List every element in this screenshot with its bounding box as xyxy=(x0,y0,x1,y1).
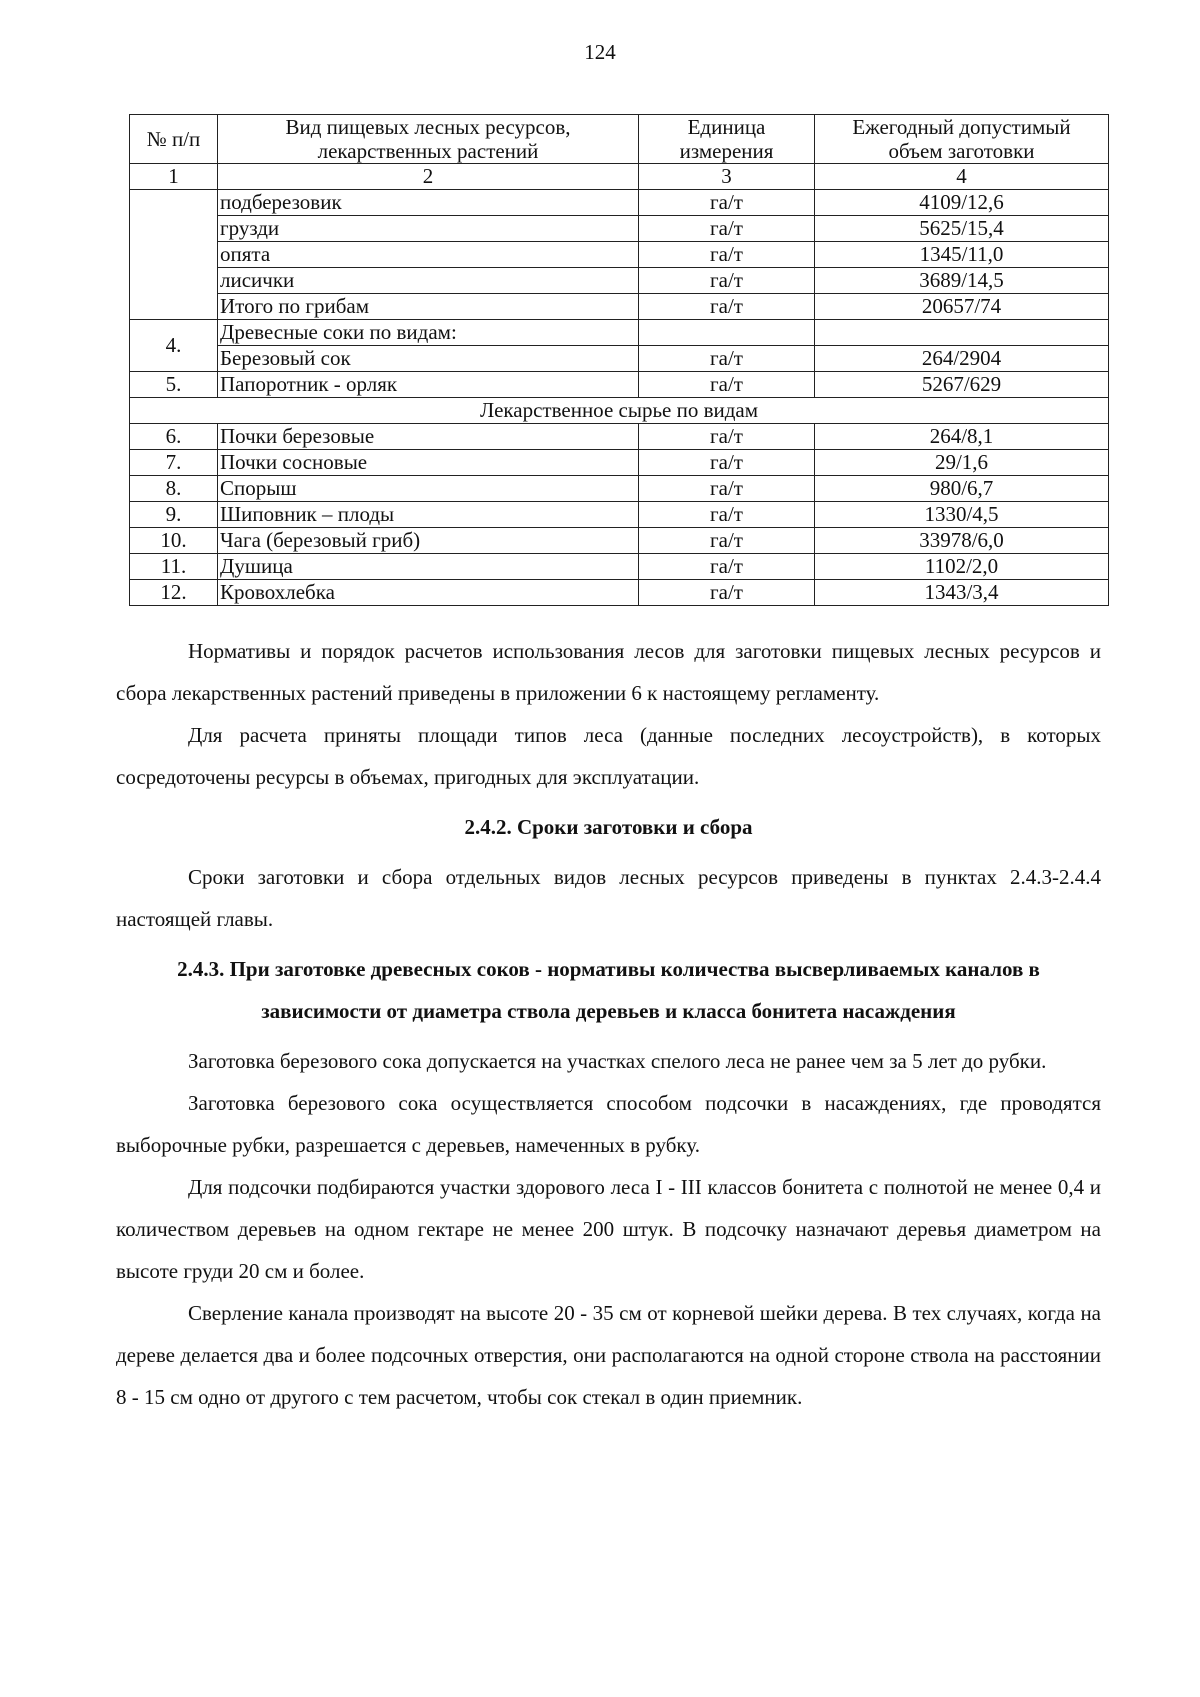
resource-volume: 5267/629 xyxy=(815,372,1109,398)
resource-name: Почки березовые xyxy=(218,424,639,450)
page-number: 124 xyxy=(584,40,616,64)
resource-name: Спорыш xyxy=(218,476,639,502)
resource-unit: га/т xyxy=(639,502,815,528)
empty-number-cell xyxy=(130,190,218,320)
resource-volume: 20657/74 xyxy=(815,294,1109,320)
resource-name: Шиповник – плоды xyxy=(218,502,639,528)
column-number: 2 xyxy=(218,164,639,190)
resource-unit: га/т xyxy=(639,554,815,580)
table-row xyxy=(130,190,1109,216)
resource-name: Душица xyxy=(218,554,639,580)
paragraph: Заготовка березового сока допускается на участках спелого леса не ранее чем за 5 лет до рубки. xyxy=(188,1049,1047,1073)
header-resource-type: Вид пищевых лесных ресурсов, лекарственных растений xyxy=(218,115,639,164)
header-unit: Единица измерения xyxy=(639,115,815,164)
table-column-numbers-row xyxy=(130,164,1109,190)
table-section-row xyxy=(130,398,1109,424)
table-row xyxy=(130,372,1109,398)
section-heading: Древесные соки по видам: xyxy=(218,320,639,346)
empty-cell xyxy=(815,320,1109,346)
resource-name: грузди xyxy=(218,216,639,242)
resource-volume: 264/2904 xyxy=(815,346,1109,372)
resource-name: Кровохлебка xyxy=(218,580,639,606)
table-header-row xyxy=(130,115,1109,164)
resource-name: Папоротник - орляк xyxy=(218,372,639,398)
resource-volume: 3689/14,5 xyxy=(815,268,1109,294)
table-row xyxy=(130,216,1109,242)
header-number: № п/п xyxy=(130,115,218,164)
resource-unit: га/т xyxy=(639,242,815,268)
row-number: 4. xyxy=(130,320,218,372)
paragraph: Сроки заготовки и сбора отдельных видов лесных ресурсов приведены в пунктах 2.4.3-2.4.4 настоящей главы. xyxy=(116,865,1101,931)
row-number: 9. xyxy=(130,502,218,528)
column-number: 4 xyxy=(815,164,1109,190)
resource-volume: 33978/6,0 xyxy=(815,528,1109,554)
resource-volume: 29/1,6 xyxy=(815,450,1109,476)
resource-unit: га/т xyxy=(639,268,815,294)
body-text xyxy=(116,630,1101,1418)
section-heading: 2.4.2. Сроки заготовки и сбора xyxy=(464,815,753,839)
resource-name: Итого по грибам xyxy=(218,294,639,320)
table-row xyxy=(130,242,1109,268)
resource-unit: га/т xyxy=(639,216,815,242)
resource-unit: га/т xyxy=(639,580,815,606)
resource-volume: 1102/2,0 xyxy=(815,554,1109,580)
section-heading: 2.4.3. При заготовке древесных соков - нормативы количества высверливаемых каналов в зависимости от диаметра ствола деревьев и класса бонитета насаждения xyxy=(177,957,1040,1023)
resource-volume: 4109/12,6 xyxy=(815,190,1109,216)
resource-name: подберезовик xyxy=(218,190,639,216)
resource-volume: 1345/11,0 xyxy=(815,242,1109,268)
resource-unit: га/т xyxy=(639,372,815,398)
table-row xyxy=(130,450,1109,476)
resource-volume: 980/6,7 xyxy=(815,476,1109,502)
resource-unit: га/т xyxy=(639,450,815,476)
paragraph: Для подсочки подбираются участки здорового леса I - III классов бонитета с полнотой не менее 0,4 и количеством деревьев на одном гектаре не менее 200 штук. В подсочку назначают деревья диаметром на высоте груди 20 см и более. xyxy=(116,1175,1101,1283)
table-row xyxy=(130,476,1109,502)
resource-name: Березовый сок xyxy=(218,346,639,372)
paragraph: Нормативы и порядок расчетов использования лесов для заготовки пищевых лесных ресурсов и сбора лекарственных растений приведены в приложении 6 к настоящему регламенту. xyxy=(116,639,1101,705)
resource-unit: га/т xyxy=(639,346,815,372)
table-row xyxy=(130,580,1109,606)
table-row xyxy=(130,268,1109,294)
column-number: 1 xyxy=(130,164,218,190)
resource-name: опята xyxy=(218,242,639,268)
resources-table xyxy=(129,114,1109,606)
resource-volume: 5625/15,4 xyxy=(815,216,1109,242)
row-number: 8. xyxy=(130,476,218,502)
row-number: 7. xyxy=(130,450,218,476)
resource-volume: 1330/4,5 xyxy=(815,502,1109,528)
table-row xyxy=(130,528,1109,554)
table-row-total xyxy=(130,294,1109,320)
row-number: 12. xyxy=(130,580,218,606)
resource-volume: 1343/3,4 xyxy=(815,580,1109,606)
paragraph: Для расчета приняты площади типов леса (данные последних лесоустройств), в которых сосредоточены ресурсы в объемах, пригодных для эксплуатации. xyxy=(116,723,1101,789)
row-number: 5. xyxy=(130,372,218,398)
table-row xyxy=(130,424,1109,450)
resource-unit: га/т xyxy=(639,476,815,502)
resource-unit: га/т xyxy=(639,528,815,554)
row-number: 6. xyxy=(130,424,218,450)
table-row xyxy=(130,502,1109,528)
table-row xyxy=(130,320,1109,346)
column-number: 3 xyxy=(639,164,815,190)
empty-cell xyxy=(639,320,815,346)
resource-volume: 264/8,1 xyxy=(815,424,1109,450)
header-annual-volume: Ежегодный допустимый объем заготовки xyxy=(815,115,1109,164)
resource-unit: га/т xyxy=(639,424,815,450)
resource-name: Почки сосновые xyxy=(218,450,639,476)
resource-name: Чага (березовый гриб) xyxy=(218,528,639,554)
paragraph: Заготовка березового сока осуществляется способом подсочки в насаждениях, где проводятся выборочные рубки, разрешается с деревьев, намеченных в рубку. xyxy=(116,1091,1101,1157)
row-number: 10. xyxy=(130,528,218,554)
row-number: 11. xyxy=(130,554,218,580)
paragraph: Сверление канала производят на высоте 20 - 35 см от корневой шейки дерева. В тех случаях, когда на дереве делается два и более подсочных отверстия, они располагаются на одной стороне ствола на расстоянии 8 - 15 см одно от другого с тем расчетом, чтобы сок стекал в один приемник. xyxy=(116,1301,1101,1409)
table-row xyxy=(130,346,1109,372)
resource-unit: га/т xyxy=(639,294,815,320)
resource-name: лисички xyxy=(218,268,639,294)
medicinal-section-heading: Лекарственное сырье по видам xyxy=(130,398,1109,424)
resource-unit: га/т xyxy=(639,190,815,216)
table-row xyxy=(130,554,1109,580)
